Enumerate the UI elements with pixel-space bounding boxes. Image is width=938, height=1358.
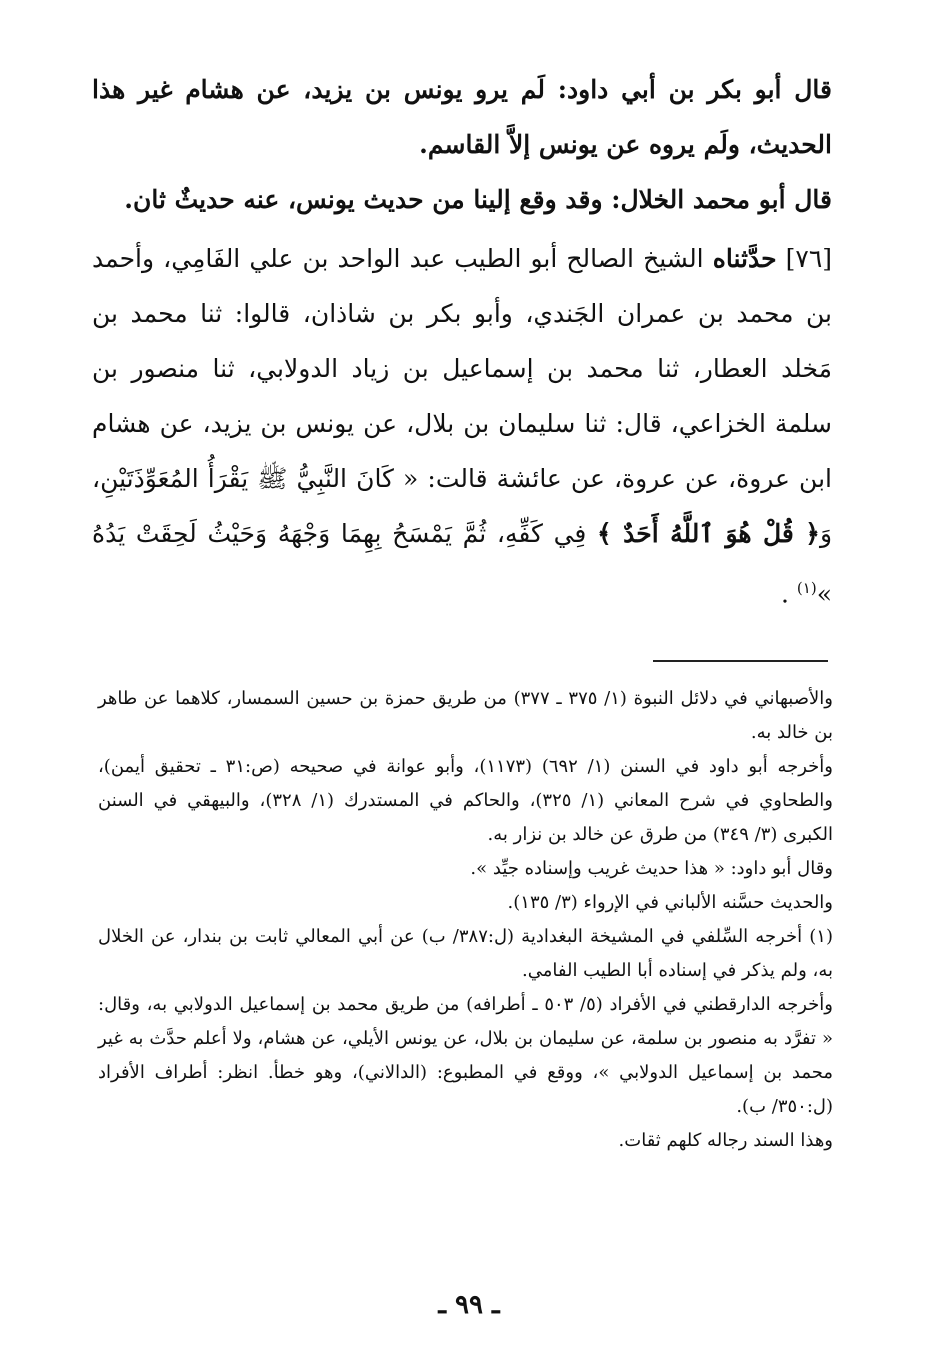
hadith-number: [٧٦] (785, 244, 833, 273)
hadith-lead: حدَّثناه (712, 244, 777, 273)
footnotes (98, 682, 833, 1158)
footnote-line: وأخرجه أبو داود في السنن (١/ ٦٩٢) (١١٧٣)، وأبو عوانة في صحيحه (ص:٣١ ـ تحقيق أيمن)، والطحاوي في شرح المعاني (١/ ٣٢٥)، والحاكم في المستدرك (١/ ٣٢٨)، والبيهقي في السنن الكبرى (٣/ ٣٤٩) من طرق عن خالد بن نزار به. (98, 756, 833, 845)
hadith-end: فِي كَفِّهِ، ثُمَّ يَمْسَحُ بِهِمَا وَجْهَهُ وَحَيْثُ لَحِقَتْ يَدُهُ » (92, 519, 832, 609)
footnote-1: (١) أخرجه السِّلفي في المشيخة البغدادية (ل:٣٨٧/ ب) عن أبي المعالي ثابت بن بندار، عن الخلال به، ولم يذكر في إسناده أبا الطيب الفامي. (98, 926, 833, 981)
paragraph-khallal: قال أبو محمد الخلال: وقد وقع إلينا من حديث يونس، عنه حديثٌ ثان. (124, 185, 832, 214)
final-dot: . (781, 579, 789, 609)
quran-verse: ﴿ قُلْ هُوَ ٱللَّهُ أَحَدٌ ﴾ (597, 519, 820, 548)
paragraph-abu-bakr: قال أبو بكر بن أبي داود: لَم يرو يونس بن يزيد، عن هشام غير هذا الحديث، ولَم يروه عن يونس إلاَّ القاسم. (92, 75, 832, 159)
footnote-ref: (١) (796, 579, 817, 597)
page-number: ـ ٩٩ ـ (438, 1290, 500, 1320)
footnote-line: وهذا السند رجاله كلهم ثقات. (618, 1130, 833, 1151)
footnote-divider (653, 660, 828, 662)
footnote-line: والأصبهاني في دلائل النبوة (١/ ٣٧٥ ـ ٣٧٧) من طريق حمزة بن حسين السمسار، كلاهما عن طاهر بن خالد به. (98, 688, 833, 743)
hadith-76 (92, 231, 832, 621)
footnote-line: والحديث حسَّنه الألباني في الإرواء (٣/ ١٣٥). (507, 892, 833, 913)
footnote-line: وأخرجه الدارقطني في الأفراد (٥/ ٥٠٣ ـ أطرافه) من طريق محمد بن إسماعيل الدولابي به، وقال: « تفرَّد به منصور بن سلمة، عن سليمان بن بلال، عن يونس الأيلي، عن هشام، ولا أعلم حدَّث به غير محمد بن إسماعيل الدولابي »، ووقع في المطبوع: (الدالاني)، وهو خطأ. انظر: أطراف الأفراد (ل:٣٥٠/ ب). (98, 994, 833, 1117)
footnote-line: وقال أبو داود: « هذا حديث غريب وإسناده جيِّد ». (470, 858, 833, 879)
main-text (92, 62, 832, 621)
hadith-text: الشيخ الصالح أبو الطيب عبد الواحد بن علي الفَامِي، وأحمد بن محمد بن عمران الجَندي، وأبو بكر بن شاذان، قالوا: ثنا محمد بن مَخلد العطار، ثنا محمد بن إسماعيل بن زياد الدولابي، ثنا منصور بن سلمة الخزاعي، قال: ثنا سليمان بن بلال، عن يونس بن يزيد، عن هشام ابن عروة، عن عروة، عن عائشة قالت: « كَانَ النَّبِيُّ ﷺ يَقْرَأُ المُعَوِّذَتَيْنِ، وَ (92, 244, 833, 548)
